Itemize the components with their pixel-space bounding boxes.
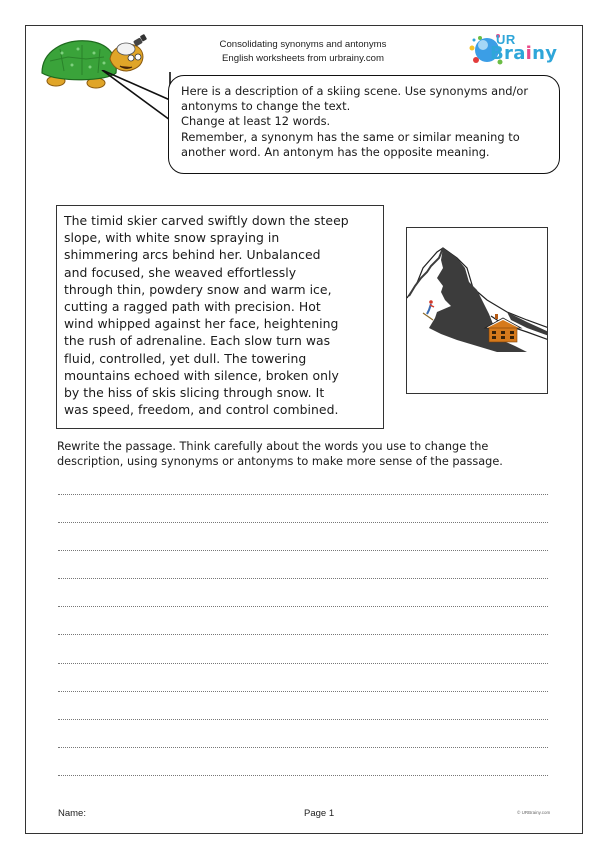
copyright-notice: © URBrainy.com xyxy=(517,810,551,815)
task-line: Rewrite the passage. Think carefully about the words you use to change the xyxy=(57,440,489,453)
instruction-line: Remember, a synonym has the same or similar meaning to xyxy=(181,129,520,144)
page-number: Page 1 xyxy=(304,808,335,819)
instruction-line: antonyms to change the text. xyxy=(181,99,351,114)
writing-line[interactable] xyxy=(58,579,548,607)
writing-line[interactable] xyxy=(58,664,548,692)
logo-text-part: i xyxy=(525,43,533,64)
passage-line: by the hiss of skis slicing through snow. It xyxy=(64,385,325,401)
writing-area[interactable] xyxy=(58,490,548,776)
instruction-line: Change at least 12 words. xyxy=(181,114,331,129)
skier-icon xyxy=(423,300,434,320)
writing-line[interactable] xyxy=(58,523,548,551)
worksheet-subtitle: English worksheets from urbrainy.com xyxy=(222,53,384,64)
passage-line: the rush of adrenaline. Each slow turn was xyxy=(64,333,331,349)
passage-line: wind whipped against her face, heightening xyxy=(64,316,339,332)
writing-line[interactable] xyxy=(58,551,548,579)
logo-text-part: Bra xyxy=(490,43,526,64)
passage-line: through thin, powdery snow and warm ice, xyxy=(64,281,332,297)
passage-line: shimmering arcs behind her. Unbalanced xyxy=(64,247,321,263)
instruction-line: another word. An antonym has the opposite meaning. xyxy=(181,144,490,159)
writing-line[interactable] xyxy=(58,607,548,635)
writing-line[interactable] xyxy=(58,495,548,523)
passage-line: fluid, controlled, yet dull. The towering xyxy=(64,350,307,366)
passage-text-box xyxy=(56,205,384,429)
worksheet-title: Consolidating synonyms and antonyms xyxy=(219,39,387,50)
writing-line[interactable] xyxy=(58,748,548,776)
instruction-speech-bubble xyxy=(168,75,560,174)
passage-line: The timid skier carved swiftly down the steep xyxy=(64,213,349,228)
rewrite-instructions xyxy=(57,439,577,470)
writing-line[interactable] xyxy=(58,635,548,663)
worksheet-header xyxy=(170,38,436,66)
logo-text-ur: UR xyxy=(496,32,516,47)
writing-line[interactable] xyxy=(58,692,548,720)
logo-text-part: ny xyxy=(532,43,558,64)
passage-line: cutting a ragged path with precision. Hot xyxy=(64,299,321,315)
passage-line: mountains echoed with silence, broken only xyxy=(64,367,339,383)
skiing-illustration xyxy=(406,227,548,394)
logo-text-brainy xyxy=(490,43,557,64)
task-line: description, using synonyms or antonyms to make more sense of the passage. xyxy=(57,455,503,469)
passage-line: and focused, she weaved effortlessly xyxy=(64,264,297,280)
mountain-skier-chalet-icon xyxy=(407,228,548,394)
passage-line: slope, with white snow spraying in xyxy=(64,230,280,246)
name-label: Name: xyxy=(58,808,86,819)
instruction-line: Here is a description of a skiing scene. Use synonyms and/or xyxy=(181,84,529,98)
writing-line[interactable] xyxy=(58,720,548,748)
passage-line: was speed, freedom, and control combined. xyxy=(64,402,339,418)
